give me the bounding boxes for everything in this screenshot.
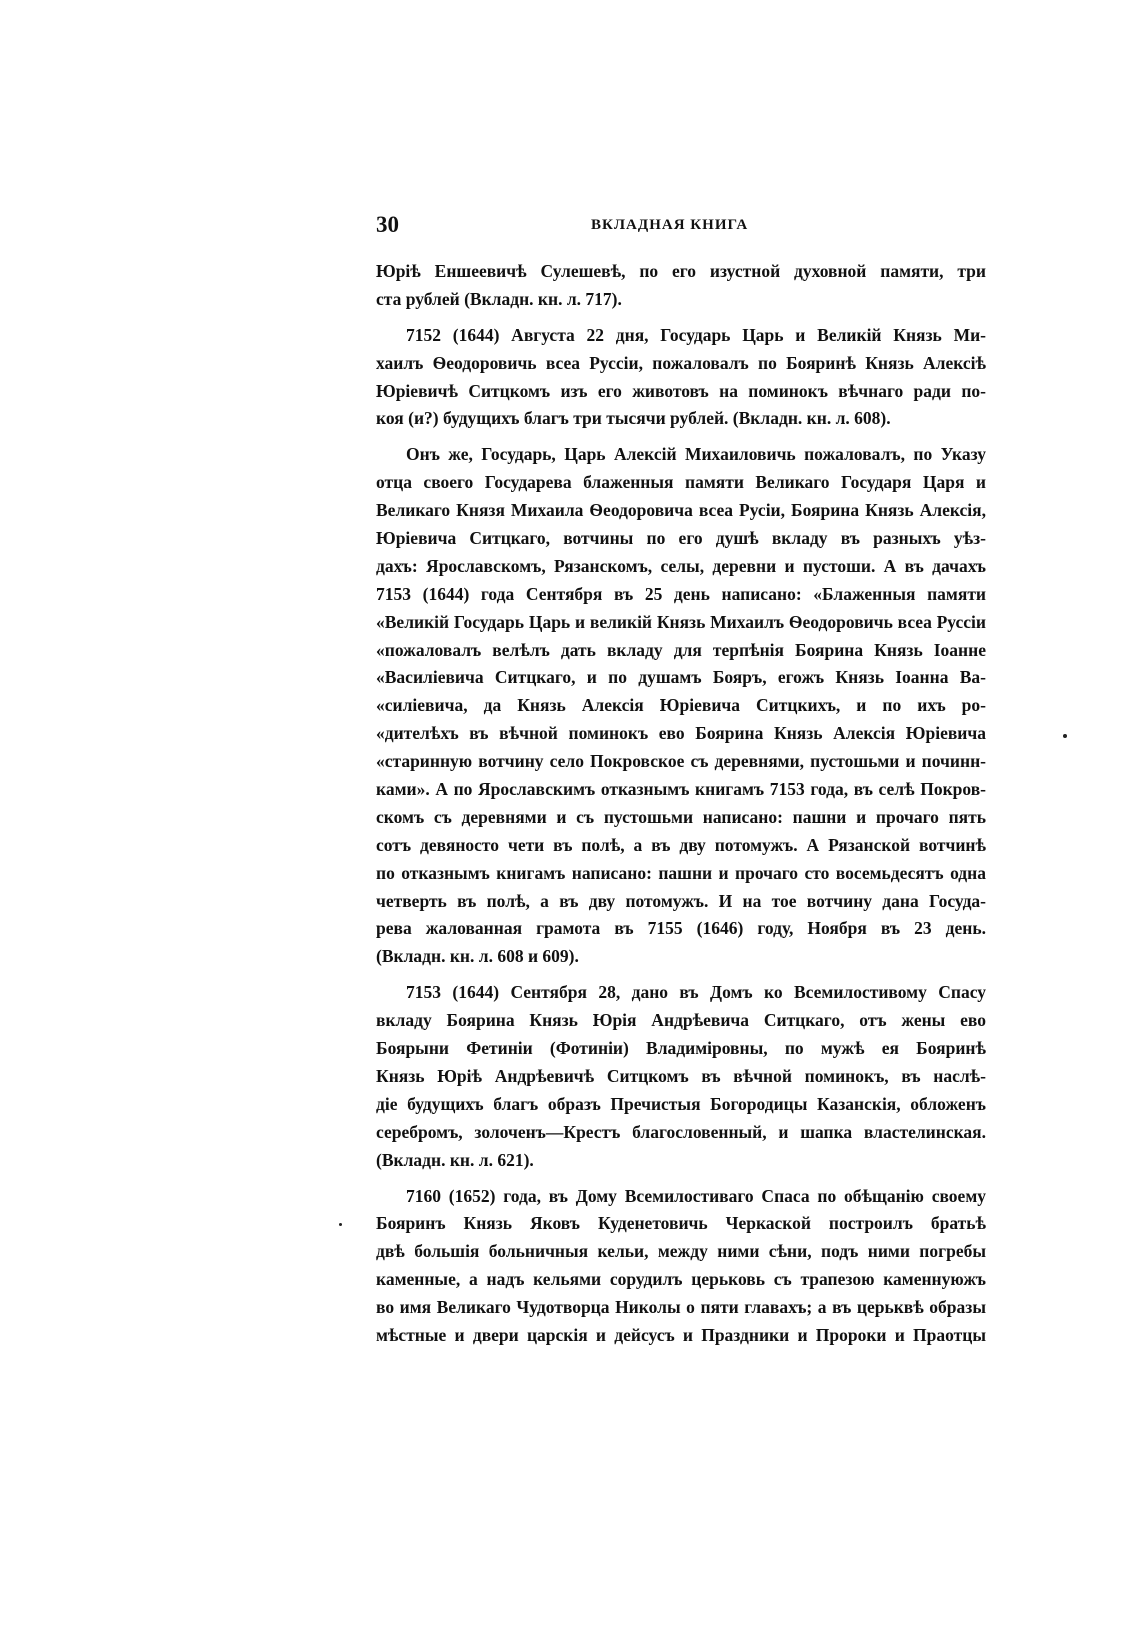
running-head: ВКЛАДНАЯ КНИГА xyxy=(591,217,749,233)
text-line: Юріевича Ситцкаго, вотчины по его душѣ вкладу въ разныхъ уѣз- xyxy=(376,528,986,549)
text-line: Онъ же, Государь, Царь Алексій Михаиловичь пожаловалъ, по Указу xyxy=(406,444,986,465)
scan-speck xyxy=(339,1223,342,1226)
text-line: во имя Великаго Чудотворца Николы о пяти главахъ; а въ церьквѣ образы xyxy=(376,1297,986,1318)
text-line: сотъ девяносто чети въ полѣ, а въ дву потомужъ. А Рязанской вотчинѣ xyxy=(376,834,986,855)
text-line: 7153 (1644) Сентября 28, дано въ Домъ ко Всемилостивому Спасу xyxy=(406,982,986,1003)
text-line: «старинную вотчину село Покровское съ деревнями, пустошьми и починн- xyxy=(376,751,986,772)
text-line: коя (и?) будущихъ благъ три тысячи рублей. (Вкладн. кн. л. 608). xyxy=(376,408,891,429)
text-line: «силіевича, да Князь Алексія Юріевича Ситцкихъ, и по ихъ ро- xyxy=(376,695,986,716)
text-line: 7152 (1644) Августа 22 дня, Государь Царь и Великій Князь Ми- xyxy=(406,324,986,345)
text-line: Боярыни Фетиніи (Фотиніи) Владиміровны, по мужѣ ея Бояринѣ xyxy=(376,1038,986,1059)
text-line: четверть въ полѣ, а въ дву потомужъ. И на тое вотчину дана Госуда- xyxy=(376,890,986,911)
text-line: мѣстные и двери царскія и дейсусъ и Праздники и Пророки и Праотцы xyxy=(376,1324,986,1345)
text-line: каменные, а надъ кельями сорудилъ церьковь съ трапезою каменнуюжъ xyxy=(376,1269,986,1290)
text-line: 7153 (1644) года Сентября въ 25 день написано: «Блаженныя памяти xyxy=(376,583,986,604)
body-text xyxy=(376,258,986,1358)
text-line: двѣ большія больничныя кельи, между ними сѣни, подъ ними погребы xyxy=(376,1241,986,1262)
text-line: діе будущихъ благъ образъ Пречистыя Богородицы Казанскія, обложенъ xyxy=(376,1093,986,1114)
text-line: скомъ съ деревнями и съ пустошьми написано: пашни и прочаго пять xyxy=(376,806,986,827)
text-line: Бояринъ Князь Яковъ Куденетовичь Черкаской построилъ братьѣ xyxy=(376,1213,986,1234)
text-line: рева жалованная грамота въ 7155 (1646) году, Ноября въ 23 день. xyxy=(376,918,986,939)
scan-speck xyxy=(1063,734,1067,738)
page-header xyxy=(376,212,986,246)
text-line: Великаго Князя Михаила Ѳеодоровича всеа Русіи, Боярина Князь Алексія, xyxy=(376,500,986,521)
page-number: 30 xyxy=(376,212,399,237)
text-line: вкладу Боярина Князь Юрія Андрѣевича Ситцкаго, отъ жены ево xyxy=(376,1010,986,1031)
text-line: ста рублей (Вкладн. кн. л. 717). xyxy=(376,288,622,309)
paragraph-4 xyxy=(376,979,986,1174)
text-line: Юріевичѣ Ситцкомъ изъ его животовъ на поминокъ вѣчнаго ради по- xyxy=(376,380,986,401)
text-line: «Великій Государь Царь и великій Князь Михаилъ Ѳеодоровичь всеа Руссіи xyxy=(376,611,986,632)
text-line: по отказнымъ книгамъ написано: пашни и прочаго сто восемьдесятъ одна xyxy=(376,862,986,883)
text-line: серебромъ, золоченъ—Крестъ благословенный, и шапка властелинская. xyxy=(376,1121,986,1142)
paragraph-2 xyxy=(376,322,986,434)
text-line: «пожаловалъ велѣлъ дать вкладу для терпѣнія Боярина Князь Іоанне xyxy=(376,639,986,660)
text-line: отца своего Государева блаженныя памяти Великаго Государя Царя и xyxy=(376,472,986,493)
text-line: Юріѣ Еншеевичѣ Сулешевѣ, по его изустной духовной памяти, три xyxy=(376,261,986,281)
paragraph-5 xyxy=(376,1183,986,1350)
text-line: Князь Юріѣ Андрѣевичѣ Ситцкомъ въ вѣчной поминокъ, въ наслѣ- xyxy=(376,1065,986,1086)
text-line: дахъ: Ярославскомъ, Рязанскомъ, селы, деревни и пустоши. А въ дачахъ xyxy=(376,555,986,576)
text-line: «Василіевича Ситцкаго, и по душамъ Бояръ, егожъ Князь Іоанна Ва- xyxy=(376,667,986,688)
paragraph-3 xyxy=(376,441,986,971)
text-line: хаилъ Ѳеодоровичь всеа Руссіи, пожаловалъ по Бояринѣ Князь Алексіѣ xyxy=(376,352,986,373)
paragraph-1 xyxy=(376,258,986,314)
text-line: (Вкладн. кн. л. 608 и 609). xyxy=(376,946,579,967)
text-line: (Вкладн. кн. л. 621). xyxy=(376,1149,534,1170)
text-line: «дителѣхъ въ вѣчной поминокъ ево Боярина Князь Алексія Юріевича xyxy=(376,723,986,744)
text-line: ками». А по Ярославскимъ отказнымъ книгамъ 7153 года, въ селѣ Покров- xyxy=(376,779,986,800)
text-line: 7160 (1652) года, въ Дому Всемилостиваго Спаса по обѣщанію своему xyxy=(406,1185,986,1206)
